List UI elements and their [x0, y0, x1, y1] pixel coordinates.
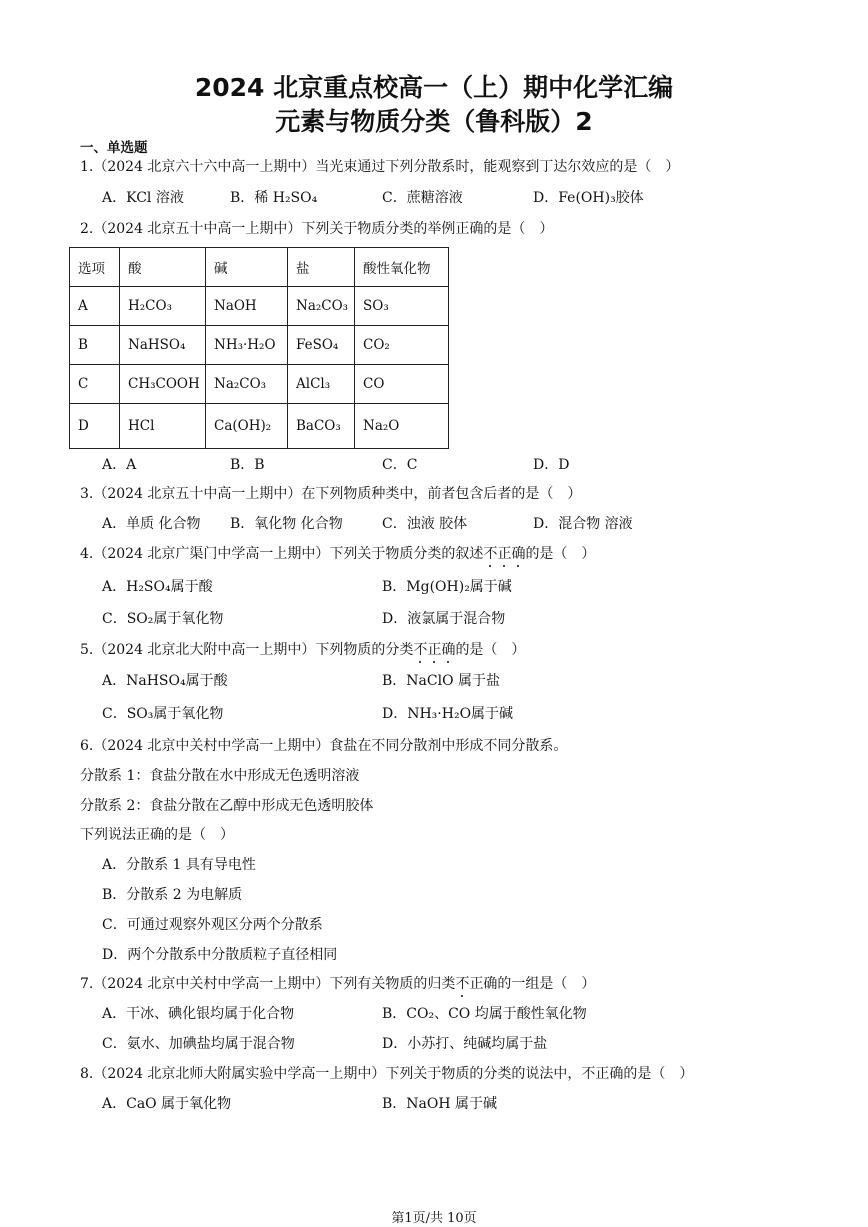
emphasis-char: 确	[441, 639, 455, 659]
q5-option-d: D．NH₃·H₂O属于碱	[382, 706, 514, 722]
q2-classification-table	[69, 247, 449, 449]
q1-option-a: A．KCl 溶液	[102, 190, 184, 206]
q5-option-c: C．SO₃属于氧化物	[102, 706, 224, 722]
q6-dispersion-2: 分散系 2：食盐分散在乙醇中形成无色透明胶体	[80, 798, 374, 814]
q6-question: 下列说法正确的是（ ）	[80, 827, 234, 843]
table-header-cell: 碱	[206, 248, 288, 287]
table-cell: D	[70, 404, 120, 449]
q3-option-b: B．氧化物 化合物	[230, 516, 343, 532]
table-cell: BaCO₃	[288, 404, 355, 449]
q6-option-c: C．可通过观察外观区分两个分散系	[102, 917, 323, 933]
q5-option-a: A．NaHSO₄属于酸	[102, 673, 228, 689]
table-cell: FeSO₄	[288, 326, 355, 365]
table-cell: H₂CO₃	[120, 287, 206, 326]
table-cell: NH₃·H₂O	[206, 326, 288, 365]
emphasis-char: 确	[511, 543, 525, 563]
q6-option-a: A．分散系 1 具有导电性	[102, 857, 256, 873]
table-cell: Ca(OH)₂	[206, 404, 288, 449]
q4-option-a: A．H₂SO₄属于酸	[102, 579, 213, 595]
table-row	[70, 326, 449, 365]
q7-option-b: B．CO₂、CO 均属于酸性氧化物	[382, 1006, 587, 1022]
q5-option-b: B．NaClO 属于盐	[382, 673, 501, 689]
q5-stem-pre: 5.（2024 北京北大附中高一上期中）下列物质的分类	[80, 642, 414, 658]
q1-option-c: C．蔗糖溶液	[382, 190, 463, 206]
table-cell: NaHSO₄	[120, 326, 206, 365]
q2-stem: 2.（2024 北京五十中高一上期中）下列关于物质分类的举例正确的是（ ）	[80, 221, 554, 237]
q2-option-b: B．B	[230, 457, 265, 473]
emphasis-char: 正	[427, 639, 441, 659]
document-title-line1: 2024 北京重点校高一（上）期中化学汇编	[194, 73, 674, 102]
emphasis-char: 不	[455, 973, 469, 993]
q1-stem: 1.（2024 北京六十六中高一上期中）当光束通过下列分散系时，能观察到丁达尔效应的是（ ）	[80, 159, 680, 175]
q7-option-c: C．氨水、加碘盐均属于混合物	[102, 1036, 295, 1052]
table-cell: CO	[355, 365, 449, 404]
table-cell: A	[70, 287, 120, 326]
q4-stem-post: 的是（ ）	[525, 546, 596, 562]
q4-stem	[80, 543, 595, 563]
q7-stem-pre: 7.（2024 北京中关村中学高一上期中）下列有关物质的归类	[80, 976, 456, 992]
page-number-footer: 第1页/共 10页	[391, 1211, 477, 1226]
table-row	[70, 404, 449, 449]
q1-option-b: B．稀 H₂SO₄	[230, 190, 318, 206]
table-cell: Na₂CO₃	[288, 287, 355, 326]
table-row	[70, 287, 449, 326]
q4-stem-pre: 4.（2024 北京广渠门中学高一上期中）下列关于物质分类的叙述	[80, 546, 484, 562]
table-cell: CO₂	[355, 326, 449, 365]
table-cell: Na₂O	[355, 404, 449, 449]
q8-stem: 8.（2024 北京北师大附属实验中学高一上期中）下列关于物质的分类的说法中，不正确的是（ ）	[80, 1066, 694, 1082]
table-cell: HCl	[120, 404, 206, 449]
table-cell: CH₃COOH	[120, 365, 206, 404]
table-cell: AlCl₃	[288, 365, 355, 404]
table-cell: B	[70, 326, 120, 365]
table-cell: NaOH	[206, 287, 288, 326]
table-header-cell: 酸	[120, 248, 206, 287]
q6-stem: 6.（2024 北京中关村中学高一上期中）食盐在不同分散剂中形成不同分散系。	[80, 738, 568, 754]
q4-option-d: D．液氯属于混合物	[382, 611, 506, 627]
q6-option-b: B．分散系 2 为电解质	[102, 887, 243, 903]
q7-stem	[80, 973, 595, 993]
q2-option-c: C．C	[382, 457, 418, 473]
q6-option-d: D．两个分散系中分散质粒子直径相同	[102, 947, 338, 963]
q7-option-d: D．小苏打、纯碱均属于盐	[382, 1036, 548, 1052]
table-header-cell: 盐	[288, 248, 355, 287]
table-row	[70, 365, 449, 404]
q7-option-a: A．干冰、碘化银均属于化合物	[102, 1006, 295, 1022]
document-title-line2: 元素与物质分类（鲁科版）2	[275, 107, 593, 136]
emphasis-char: 不	[483, 543, 497, 563]
table-header-cell: 酸性氧化物	[355, 248, 449, 287]
table-cell: C	[70, 365, 120, 404]
emphasis-char: 不	[413, 639, 427, 659]
q4-option-c: C．SO₂属于氧化物	[102, 611, 224, 627]
q6-dispersion-1: 分散系 1：食盐分散在水中形成无色透明溶液	[80, 768, 360, 784]
q8-option-b: B．NaOH 属于碱	[382, 1096, 498, 1112]
q1-option-d: D．Fe(OH)₃胶体	[533, 190, 644, 206]
q5-stem-post: 的是（ ）	[455, 642, 526, 658]
q2-option-a: A．A	[102, 457, 137, 473]
q8-option-a: A．CaO 属于氧化物	[102, 1096, 232, 1112]
q3-stem: 3.（2024 北京五十中高一上期中）在下列物质种类中，前者包含后者的是（ ）	[80, 486, 582, 502]
table-header-cell: 选项	[70, 248, 120, 287]
q3-option-a: A．单质 化合物	[102, 516, 201, 532]
q3-option-d: D．混合物 溶液	[533, 516, 633, 532]
q5-stem	[80, 639, 525, 659]
table-header-row	[70, 248, 449, 287]
q7-stem-post: 正确的一组是（ ）	[469, 976, 596, 992]
q2-option-d: D．D	[533, 457, 570, 473]
emphasis-char: 正	[497, 543, 511, 563]
q3-option-c: C．浊液 胶体	[382, 516, 468, 532]
section-heading: 一、单选题	[80, 140, 148, 156]
table-cell: SO₃	[355, 287, 449, 326]
table-cell: Na₂CO₃	[206, 365, 288, 404]
q4-option-b: B．Mg(OH)₂属于碱	[382, 579, 512, 595]
